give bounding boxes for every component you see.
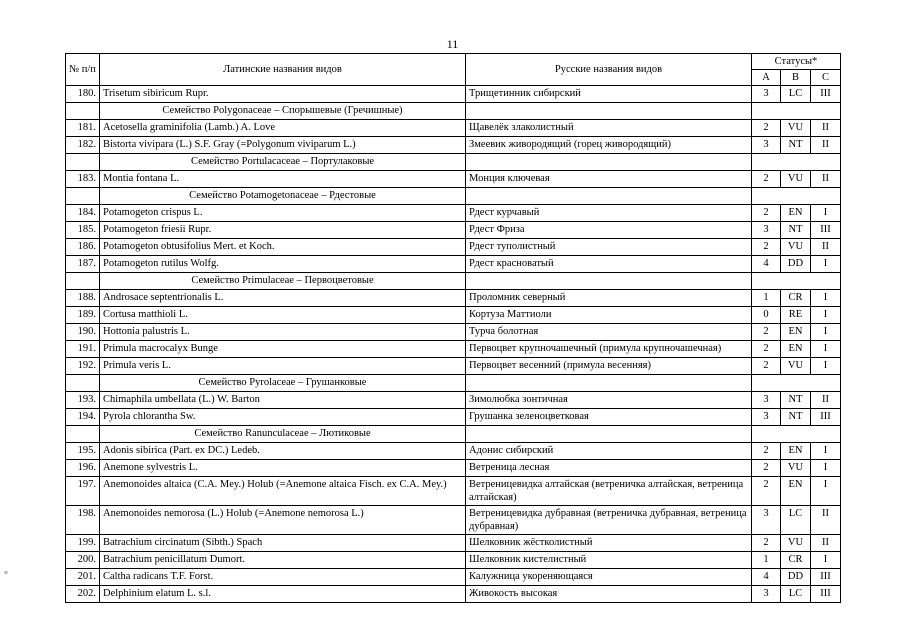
cell-status-c: III [811, 86, 841, 103]
cell-russian-name: Шелковник кистелистный [466, 552, 752, 569]
cell-status-a: 2 [752, 341, 781, 358]
cell-num: 201. [66, 569, 100, 586]
cell-status-b: NT [781, 409, 811, 426]
family-russian-cell [466, 273, 752, 290]
cell-russian-name: Рдест туполистный [466, 239, 752, 256]
cell-status-b: EN [781, 324, 811, 341]
table-row [66, 569, 841, 586]
cell-status-c: III [811, 569, 841, 586]
cell-status-a: 2 [752, 324, 781, 341]
cell-status-a: 2 [752, 460, 781, 477]
cell-status-a: 3 [752, 409, 781, 426]
cell-num: 197. [66, 477, 100, 506]
cell-num: 198. [66, 506, 100, 535]
cell-russian-name: Зимолюбка зонтичная [466, 392, 752, 409]
cell-status-a: 2 [752, 477, 781, 506]
cell-status-c: II [811, 506, 841, 535]
cell-russian-name: Первоцвет весенний (примула весенняя) [466, 358, 752, 375]
cell-russian-name: Кортуза Маттиоли [466, 307, 752, 324]
header-latin: Латинские названия видов [100, 54, 466, 86]
family-label: Семейство Polygonaceae – Спорышевые (Гречишные) [100, 103, 466, 120]
cell-status-a: 3 [752, 222, 781, 239]
family-row [66, 103, 841, 120]
header-statuses: Статусы* [752, 54, 841, 70]
table-row [66, 290, 841, 307]
family-status-cell [752, 426, 841, 443]
cell-status-c: II [811, 171, 841, 188]
family-russian-cell [466, 103, 752, 120]
cell-status-b: VU [781, 358, 811, 375]
cell-latin-name: Primula veris L. [100, 358, 466, 375]
table-row [66, 341, 841, 358]
family-russian-cell [466, 426, 752, 443]
table-row [66, 222, 841, 239]
cell-russian-name: Щавелёк злаколистный [466, 120, 752, 137]
cell-latin-name: Anemonoides altaica (C.A. Mey.) Holub (=Anemone altaica Fisch. ex C.A. Mey.) [100, 477, 466, 506]
cell-status-a: 4 [752, 256, 781, 273]
cell-latin-name: Montia fontana L. [100, 171, 466, 188]
family-row [66, 375, 841, 392]
cell-latin-name: Androsace septentrionalis L. [100, 290, 466, 307]
cell-status-b: EN [781, 477, 811, 506]
header-russian: Русские названия видов [466, 54, 752, 86]
table-row [66, 205, 841, 222]
table-row [66, 392, 841, 409]
cell-num: 191. [66, 341, 100, 358]
cell-latin-name: Potamogeton friesii Rupr. [100, 222, 466, 239]
family-status-cell [752, 103, 841, 120]
family-russian-cell [466, 375, 752, 392]
cell-status-b: LC [781, 506, 811, 535]
cell-status-c: I [811, 460, 841, 477]
family-label: Семейство Ranunculaceae – Лютиковые [100, 426, 466, 443]
cell-num: 199. [66, 535, 100, 552]
cell-status-a: 3 [752, 392, 781, 409]
cell-status-a: 4 [752, 569, 781, 586]
cell-latin-name: Anemonoides nemorosa (L.) Holub (=Anemone nemorosa L.) [100, 506, 466, 535]
cell-russian-name: Турча болотная [466, 324, 752, 341]
cell-status-c: II [811, 239, 841, 256]
cell-status-b: VU [781, 120, 811, 137]
cell-status-b: EN [781, 205, 811, 222]
table-row [66, 409, 841, 426]
cell-russian-name: Рдест красноватый [466, 256, 752, 273]
cell-latin-name: Acetosella graminifolia (Lamb.) A. Love [100, 120, 466, 137]
cell-status-c: I [811, 477, 841, 506]
family-num-cell [66, 273, 100, 290]
cell-russian-name: Рдест курчавый [466, 205, 752, 222]
table-row [66, 86, 841, 103]
cell-num: 185. [66, 222, 100, 239]
cell-status-a: 2 [752, 239, 781, 256]
table-row [66, 358, 841, 375]
table-row [66, 239, 841, 256]
cell-status-b: LC [781, 86, 811, 103]
family-row [66, 273, 841, 290]
cell-russian-name: Монция ключевая [466, 171, 752, 188]
cell-latin-name: Cortusa matthioli L. [100, 307, 466, 324]
cell-status-a: 1 [752, 290, 781, 307]
cell-latin-name: Anemone sylvestris L. [100, 460, 466, 477]
cell-russian-name: Ветреницевидка алтайская (ветреничка алтайская, ветреница алтайская) [466, 477, 752, 506]
cell-status-c: II [811, 120, 841, 137]
family-row [66, 154, 841, 171]
cell-russian-name: Ветреница лесная [466, 460, 752, 477]
cell-russian-name: Калужница укореняющаяся [466, 569, 752, 586]
cell-num: 189. [66, 307, 100, 324]
table-row [66, 324, 841, 341]
cell-status-b: NT [781, 392, 811, 409]
header-status-b: В [781, 70, 811, 86]
table-row [66, 535, 841, 552]
cell-status-c: III [811, 222, 841, 239]
cell-status-b: EN [781, 341, 811, 358]
cell-latin-name: Bistorta vivipara (L.) S.F. Gray (=Polygonum viviparum L.) [100, 137, 466, 154]
cell-num: 184. [66, 205, 100, 222]
table-row [66, 586, 841, 603]
cell-status-b: VU [781, 239, 811, 256]
cell-status-a: 3 [752, 506, 781, 535]
species-table [65, 53, 841, 603]
table-row [66, 460, 841, 477]
cell-num: 182. [66, 137, 100, 154]
cell-status-b: VU [781, 171, 811, 188]
cell-num: 195. [66, 443, 100, 460]
table-row [66, 171, 841, 188]
cell-status-a: 2 [752, 205, 781, 222]
cell-num: 194. [66, 409, 100, 426]
header-status-c: С [811, 70, 841, 86]
header-status-a: А [752, 70, 781, 86]
cell-latin-name: Pyrola chlorantha Sw. [100, 409, 466, 426]
cell-latin-name: Primula macrocalyx Bunge [100, 341, 466, 358]
cell-status-c: I [811, 358, 841, 375]
cell-num: 192. [66, 358, 100, 375]
cell-status-b: RE [781, 307, 811, 324]
family-num-cell [66, 188, 100, 205]
table-row [66, 506, 841, 535]
table-row [66, 256, 841, 273]
cell-num: 181. [66, 120, 100, 137]
cell-num: 188. [66, 290, 100, 307]
cell-status-b: NT [781, 222, 811, 239]
cell-status-a: 3 [752, 86, 781, 103]
page-number: 11 [446, 37, 459, 51]
family-label: Семейство Pyrolaceae – Грушанковые [100, 375, 466, 392]
cell-status-b: DD [781, 569, 811, 586]
family-status-cell [752, 188, 841, 205]
cell-status-c: I [811, 443, 841, 460]
family-status-cell [752, 273, 841, 290]
table-row [66, 552, 841, 569]
cell-latin-name: Trisetum sibiricum Rupr. [100, 86, 466, 103]
cell-status-a: 3 [752, 586, 781, 603]
table-row [66, 443, 841, 460]
cell-russian-name: Трищетинник сибирский [466, 86, 752, 103]
family-label: Семейство Portulacaceae – Портулаковые [100, 154, 466, 171]
table-row [66, 477, 841, 506]
cell-status-a: 3 [752, 137, 781, 154]
cell-latin-name: Potamogeton rutilus Wolfg. [100, 256, 466, 273]
family-russian-cell [466, 154, 752, 171]
cell-status-a: 2 [752, 535, 781, 552]
cell-russian-name: Грушанка зеленоцветковая [466, 409, 752, 426]
cell-status-b: NT [781, 137, 811, 154]
cell-status-a: 1 [752, 552, 781, 569]
cell-num: 202. [66, 586, 100, 603]
header-num: № п/п [66, 54, 100, 86]
cell-num: 190. [66, 324, 100, 341]
cell-russian-name: Шелковник жёстколистный [466, 535, 752, 552]
cell-status-b: CR [781, 290, 811, 307]
cell-status-b: CR [781, 552, 811, 569]
cell-status-c: I [811, 256, 841, 273]
cell-num: 180. [66, 86, 100, 103]
cell-num: 187. [66, 256, 100, 273]
cell-status-c: III [811, 409, 841, 426]
cell-latin-name: Batrachium circinatum (Sibth.) Spach [100, 535, 466, 552]
family-label: Семейство Potamogetonaceae – Рдестовые [100, 188, 466, 205]
cell-russian-name: Первоцвет крупночашечный (примула крупночашечная) [466, 341, 752, 358]
cell-status-b: VU [781, 535, 811, 552]
cell-latin-name: Caltha radicans T.F. Forst. [100, 569, 466, 586]
family-russian-cell [466, 188, 752, 205]
cell-status-a: 2 [752, 443, 781, 460]
cell-status-c: III [811, 586, 841, 603]
side-marker: ≡ [4, 569, 8, 577]
cell-status-c: I [811, 341, 841, 358]
family-row [66, 188, 841, 205]
cell-num: 196. [66, 460, 100, 477]
cell-num: 193. [66, 392, 100, 409]
cell-status-b: LC [781, 586, 811, 603]
cell-russian-name: Рдест Фриза [466, 222, 752, 239]
cell-status-c: II [811, 535, 841, 552]
family-label: Семейство Primulaceae – Первоцветовые [100, 273, 466, 290]
cell-num: 186. [66, 239, 100, 256]
family-num-cell [66, 375, 100, 392]
cell-status-c: II [811, 392, 841, 409]
cell-status-a: 0 [752, 307, 781, 324]
cell-status-c: I [811, 205, 841, 222]
cell-russian-name: Змеевик живородящий (горец живородящий) [466, 137, 752, 154]
cell-status-c: II [811, 137, 841, 154]
cell-status-c: I [811, 552, 841, 569]
cell-russian-name: Адонис сибирский [466, 443, 752, 460]
table-row [66, 307, 841, 324]
cell-num: 200. [66, 552, 100, 569]
cell-status-b: EN [781, 443, 811, 460]
cell-status-a: 2 [752, 120, 781, 137]
cell-status-c: I [811, 307, 841, 324]
table-row [66, 120, 841, 137]
cell-status-b: VU [781, 460, 811, 477]
cell-latin-name: Potamogeton obtusifolius Mert. et Koch. [100, 239, 466, 256]
cell-latin-name: Potamogeton crispus L. [100, 205, 466, 222]
family-status-cell [752, 375, 841, 392]
cell-status-c: I [811, 290, 841, 307]
cell-status-a: 2 [752, 171, 781, 188]
cell-num: 183. [66, 171, 100, 188]
family-status-cell [752, 154, 841, 171]
cell-latin-name: Hottonia palustris L. [100, 324, 466, 341]
header-row [66, 54, 841, 70]
table-body [66, 86, 841, 603]
cell-latin-name: Delphinium elatum L. s.l. [100, 586, 466, 603]
family-num-cell [66, 154, 100, 171]
cell-russian-name: Живокость высокая [466, 586, 752, 603]
cell-latin-name: Adonis sibirica (Part. ex DC.) Ledeb. [100, 443, 466, 460]
table-row [66, 137, 841, 154]
cell-latin-name: Batrachium penicillatum Dumort. [100, 552, 466, 569]
family-num-cell [66, 426, 100, 443]
cell-status-a: 2 [752, 358, 781, 375]
cell-status-b: DD [781, 256, 811, 273]
cell-russian-name: Ветреницевидка дубравная (ветреничка дубравная, ветреница дубравная) [466, 506, 752, 535]
family-num-cell [66, 103, 100, 120]
cell-russian-name: Проломник северный [466, 290, 752, 307]
cell-latin-name: Chimaphila umbellata (L.) W. Barton [100, 392, 466, 409]
cell-status-c: I [811, 324, 841, 341]
family-row [66, 426, 841, 443]
